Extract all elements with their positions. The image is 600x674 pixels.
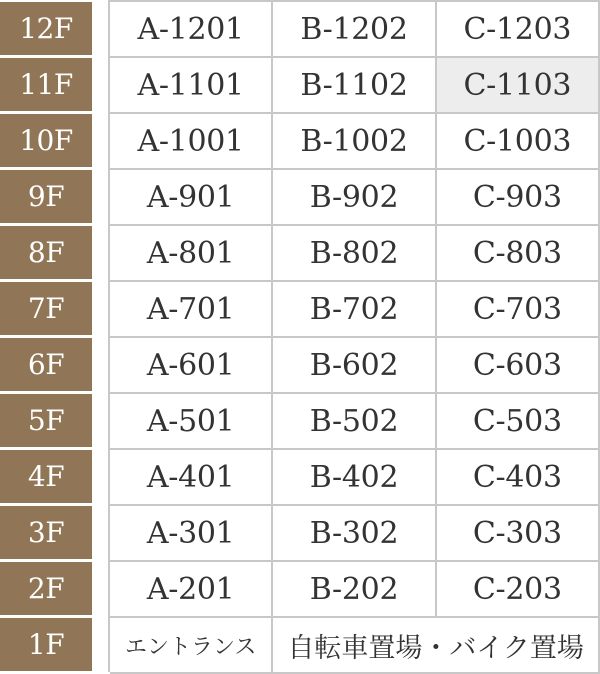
unit-cell[interactable]: A-1201	[110, 2, 273, 56]
floor-row-12f	[110, 2, 600, 58]
floor-label-6f: 6F	[0, 338, 92, 391]
unit-cell[interactable]: C-1103	[437, 58, 600, 112]
floor-row-7f	[110, 282, 600, 338]
unit-cell[interactable]: C-603	[437, 338, 600, 392]
floor-label-9f: 9F	[0, 170, 92, 223]
floor-label-1f: 1F	[0, 618, 92, 671]
unit-cell[interactable]: B-1202	[273, 2, 436, 56]
unit-cell[interactable]: C-803	[437, 226, 600, 280]
unit-cell[interactable]: C-403	[437, 450, 600, 504]
unit-cell[interactable]: A-201	[110, 562, 273, 616]
unit-cell[interactable]: B-302	[273, 506, 436, 560]
unit-cell[interactable]: A-1101	[110, 58, 273, 112]
unit-cell[interactable]: A-401	[110, 450, 273, 504]
unit-cell[interactable]: A-601	[110, 338, 273, 392]
unit-cell[interactable]: A-1001	[110, 114, 273, 168]
unit-cell[interactable]: C-703	[437, 282, 600, 336]
floor-row-10f	[110, 114, 600, 170]
floor-label-5f: 5F	[0, 394, 92, 447]
floor-row-6f	[110, 338, 600, 394]
floor-row-5f	[110, 394, 600, 450]
floor-row-3f	[110, 506, 600, 562]
unit-cell[interactable]: B-402	[273, 450, 436, 504]
bicycle-motorcycle-parking-cell[interactable]: 自転車置場・バイク置場	[273, 618, 600, 672]
floor-row-2f	[110, 562, 600, 618]
floor-row-11f	[110, 58, 600, 114]
unit-cell[interactable]: C-503	[437, 394, 600, 448]
unit-cell[interactable]: B-502	[273, 394, 436, 448]
unit-cell[interactable]: A-501	[110, 394, 273, 448]
unit-cell[interactable]: C-903	[437, 170, 600, 224]
unit-cell[interactable]: B-602	[273, 338, 436, 392]
unit-cell[interactable]: B-702	[273, 282, 436, 336]
floor-row-9f	[110, 170, 600, 226]
unit-cell[interactable]: A-301	[110, 506, 273, 560]
entrance-cell[interactable]: エントランス	[110, 618, 273, 672]
unit-cell[interactable]: A-901	[110, 170, 273, 224]
floor-label-column	[0, 0, 92, 672]
unit-cell[interactable]: C-303	[437, 506, 600, 560]
unit-cell[interactable]: B-1002	[273, 114, 436, 168]
unit-cell[interactable]: C-1203	[437, 2, 600, 56]
unit-cell[interactable]: A-701	[110, 282, 273, 336]
floor-label-10f: 10F	[0, 114, 92, 167]
unit-cell[interactable]: B-902	[273, 170, 436, 224]
unit-grid	[108, 0, 600, 672]
floor-label-7f: 7F	[0, 282, 92, 335]
unit-cell[interactable]: B-802	[273, 226, 436, 280]
floor-row-8f	[110, 226, 600, 282]
floor-row-4f	[110, 450, 600, 506]
floor-label-3f: 3F	[0, 506, 92, 559]
floor-label-8f: 8F	[0, 226, 92, 279]
unit-cell[interactable]: B-202	[273, 562, 436, 616]
unit-cell[interactable]: C-203	[437, 562, 600, 616]
floor-label-2f: 2F	[0, 562, 92, 615]
floor-row-1f	[110, 618, 600, 674]
unit-cell[interactable]: A-801	[110, 226, 273, 280]
floor-label-12f: 12F	[0, 2, 92, 55]
floor-label-11f: 11F	[0, 58, 92, 111]
unit-cell[interactable]: B-1102	[273, 58, 436, 112]
floor-label-4f: 4F	[0, 450, 92, 503]
unit-cell[interactable]: C-1003	[437, 114, 600, 168]
